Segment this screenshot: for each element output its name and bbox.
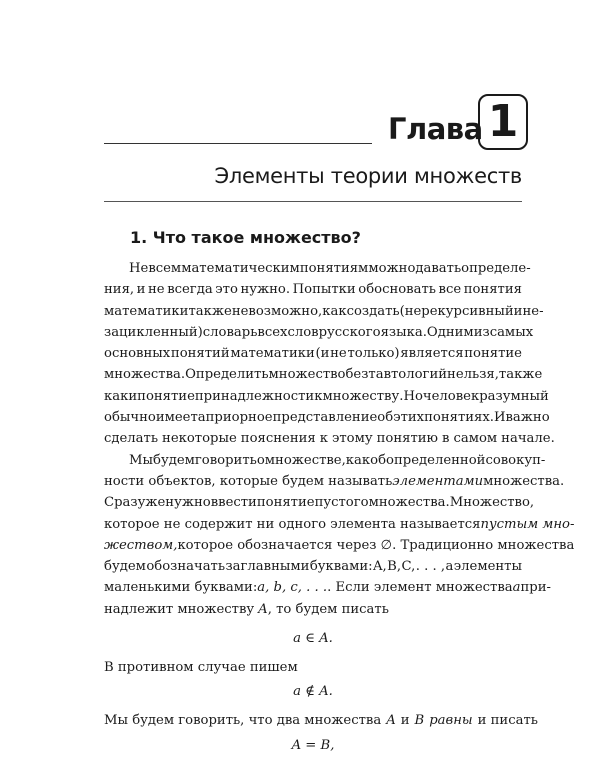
word: основных bbox=[104, 346, 171, 362]
word: понятиям bbox=[299, 261, 369, 276]
word: не- bbox=[522, 303, 544, 319]
word: зацикленный) bbox=[104, 324, 203, 340]
word: слов bbox=[287, 324, 319, 340]
word: и bbox=[513, 303, 523, 319]
word: также bbox=[188, 303, 232, 319]
word: математики bbox=[230, 346, 315, 362]
word: C, bbox=[401, 559, 416, 575]
word: сделать bbox=[104, 431, 159, 447]
word: принадлежности bbox=[194, 388, 315, 404]
paragraph-definition bbox=[104, 450, 575, 620]
word: Но bbox=[403, 388, 423, 404]
text-line: Мы будем говорить, что два множества A и B равны и писать bbox=[104, 710, 522, 731]
word: множества. bbox=[368, 495, 450, 511]
formula-element-of: a ∈ A. bbox=[293, 631, 333, 647]
word: это bbox=[215, 282, 238, 298]
word: пояснения bbox=[240, 431, 316, 447]
emphasis-empty-set: пустым мно- bbox=[480, 516, 575, 532]
word: же bbox=[145, 495, 166, 511]
word: только) bbox=[347, 346, 400, 362]
word: этому bbox=[331, 431, 373, 447]
word: понятия bbox=[463, 282, 522, 298]
word: A, bbox=[373, 559, 387, 575]
word: всем bbox=[148, 261, 182, 276]
text-line bbox=[104, 279, 522, 300]
chapter-number-badge: 1 bbox=[478, 94, 528, 150]
word: языка. bbox=[380, 324, 427, 340]
word: не bbox=[148, 282, 165, 298]
title-rule bbox=[104, 201, 522, 202]
text-line bbox=[104, 450, 546, 471]
word: а bbox=[445, 559, 454, 575]
section-heading: 1. Что такое множество? bbox=[130, 228, 361, 247]
word: обозначать bbox=[146, 559, 226, 575]
word: важно bbox=[505, 410, 550, 426]
word: самых bbox=[489, 324, 534, 340]
word: множество bbox=[268, 367, 346, 383]
word: также bbox=[498, 367, 543, 383]
chapter-label: Глава bbox=[388, 112, 483, 146]
formula-not-element-of: a ∉ A. bbox=[293, 684, 333, 700]
word: русского bbox=[318, 324, 381, 340]
word: к bbox=[314, 388, 323, 404]
word: как bbox=[322, 303, 347, 319]
text-line bbox=[104, 407, 550, 428]
word: будем bbox=[153, 452, 195, 468]
word: определе- bbox=[461, 261, 531, 276]
word: обычно bbox=[104, 410, 156, 426]
word: множестве, bbox=[264, 452, 346, 468]
word: Мы bbox=[129, 452, 153, 468]
word: понятиях. bbox=[424, 410, 494, 426]
word: множества. bbox=[104, 367, 186, 383]
word: (нерекурсивный bbox=[399, 303, 514, 319]
paragraph-intro bbox=[104, 258, 555, 450]
emphasis-equal: равны bbox=[429, 713, 473, 729]
word: B, bbox=[387, 559, 402, 575]
word: ввести bbox=[210, 495, 257, 511]
word: нельзя, bbox=[447, 367, 499, 383]
word: и bbox=[128, 388, 138, 404]
word: всех bbox=[257, 324, 288, 340]
word: элементы bbox=[453, 559, 522, 575]
word: самом bbox=[453, 431, 498, 447]
word: математическим bbox=[181, 261, 300, 276]
word: всегда bbox=[167, 282, 213, 298]
text-line bbox=[104, 301, 544, 322]
word: понятие bbox=[137, 388, 195, 404]
word: все bbox=[438, 282, 462, 298]
word: этих bbox=[393, 410, 425, 426]
text-line bbox=[104, 556, 522, 577]
text-line: В противном случае пишем bbox=[104, 660, 298, 676]
chapter-title: Элементы теории множеств bbox=[214, 164, 522, 188]
text-line: ности объектов, которые будем называть элементами множества. bbox=[104, 471, 522, 492]
word: как bbox=[104, 388, 129, 404]
word: без bbox=[345, 367, 369, 383]
text-line bbox=[104, 343, 522, 364]
word: тавтологий bbox=[368, 367, 448, 383]
word: говорить bbox=[194, 452, 257, 468]
word: давать bbox=[415, 261, 462, 276]
word: имеет bbox=[155, 410, 198, 426]
word: создать bbox=[346, 303, 400, 319]
word: к bbox=[319, 431, 328, 447]
word: как bbox=[345, 452, 371, 468]
text-line bbox=[104, 322, 534, 343]
emphasis-elements: элементами bbox=[392, 473, 484, 489]
text-line bbox=[104, 492, 535, 513]
word: буквами: bbox=[309, 559, 373, 575]
word: Множество, bbox=[449, 495, 535, 511]
word: Сразу bbox=[104, 495, 146, 511]
word: обосновать bbox=[358, 282, 436, 298]
emphasis-empty-set-cont: жеством, bbox=[104, 537, 178, 553]
word: нужно. bbox=[240, 282, 291, 298]
word: множеству. bbox=[322, 388, 404, 404]
word: пустого bbox=[314, 495, 369, 511]
word: можно bbox=[368, 261, 416, 276]
word: об bbox=[377, 410, 394, 426]
word: человек bbox=[422, 388, 480, 404]
word: будем bbox=[104, 559, 146, 575]
formula-equality: A = B, bbox=[291, 737, 335, 753]
word: представление bbox=[272, 410, 378, 426]
text-line bbox=[104, 386, 549, 407]
word: Не bbox=[129, 261, 149, 276]
word: некоторые bbox=[162, 431, 237, 447]
word: является bbox=[400, 346, 464, 362]
word: словарь bbox=[202, 324, 258, 340]
word: понятию bbox=[376, 431, 439, 447]
text-line bbox=[104, 258, 531, 279]
word: И bbox=[493, 410, 506, 426]
text-line: надлежит множеству A , то будем писать bbox=[104, 601, 389, 617]
word: определенной bbox=[386, 452, 486, 468]
word: Одним bbox=[426, 324, 474, 340]
word: априорное bbox=[197, 410, 273, 426]
chapter-rule bbox=[104, 143, 372, 144]
text-line bbox=[104, 428, 555, 449]
word: разумный bbox=[479, 388, 549, 404]
text-line: жеством, которое обозначается через ∅. Традиционно множества bbox=[104, 535, 522, 556]
word: (и bbox=[315, 346, 330, 362]
word: нужно bbox=[165, 495, 211, 511]
word: об bbox=[370, 452, 387, 468]
body-text bbox=[104, 258, 575, 759]
word: заглавными bbox=[225, 559, 310, 575]
text-line bbox=[104, 364, 543, 385]
word: ния, bbox=[104, 282, 135, 298]
word: из bbox=[473, 324, 490, 340]
word: Определить bbox=[185, 367, 269, 383]
word: . . . , bbox=[415, 559, 446, 575]
text-line: которое не содержит ни одного элемента называется пустым мно- bbox=[104, 514, 522, 535]
word: понятий bbox=[170, 346, 230, 362]
word: понятие bbox=[464, 346, 522, 362]
word: и bbox=[136, 282, 146, 298]
word: понятие bbox=[256, 495, 315, 511]
word: в bbox=[442, 431, 450, 447]
word: не bbox=[330, 346, 347, 362]
word: начале. bbox=[501, 431, 555, 447]
text-line: маленькими буквами: a, b, c, . . . . Если элемент множества a при- bbox=[104, 580, 551, 596]
word: математики bbox=[104, 303, 189, 319]
word: совокуп- bbox=[485, 452, 546, 468]
word: о bbox=[256, 452, 265, 468]
word: Попытки bbox=[292, 282, 356, 298]
word: невозможно, bbox=[231, 303, 323, 319]
